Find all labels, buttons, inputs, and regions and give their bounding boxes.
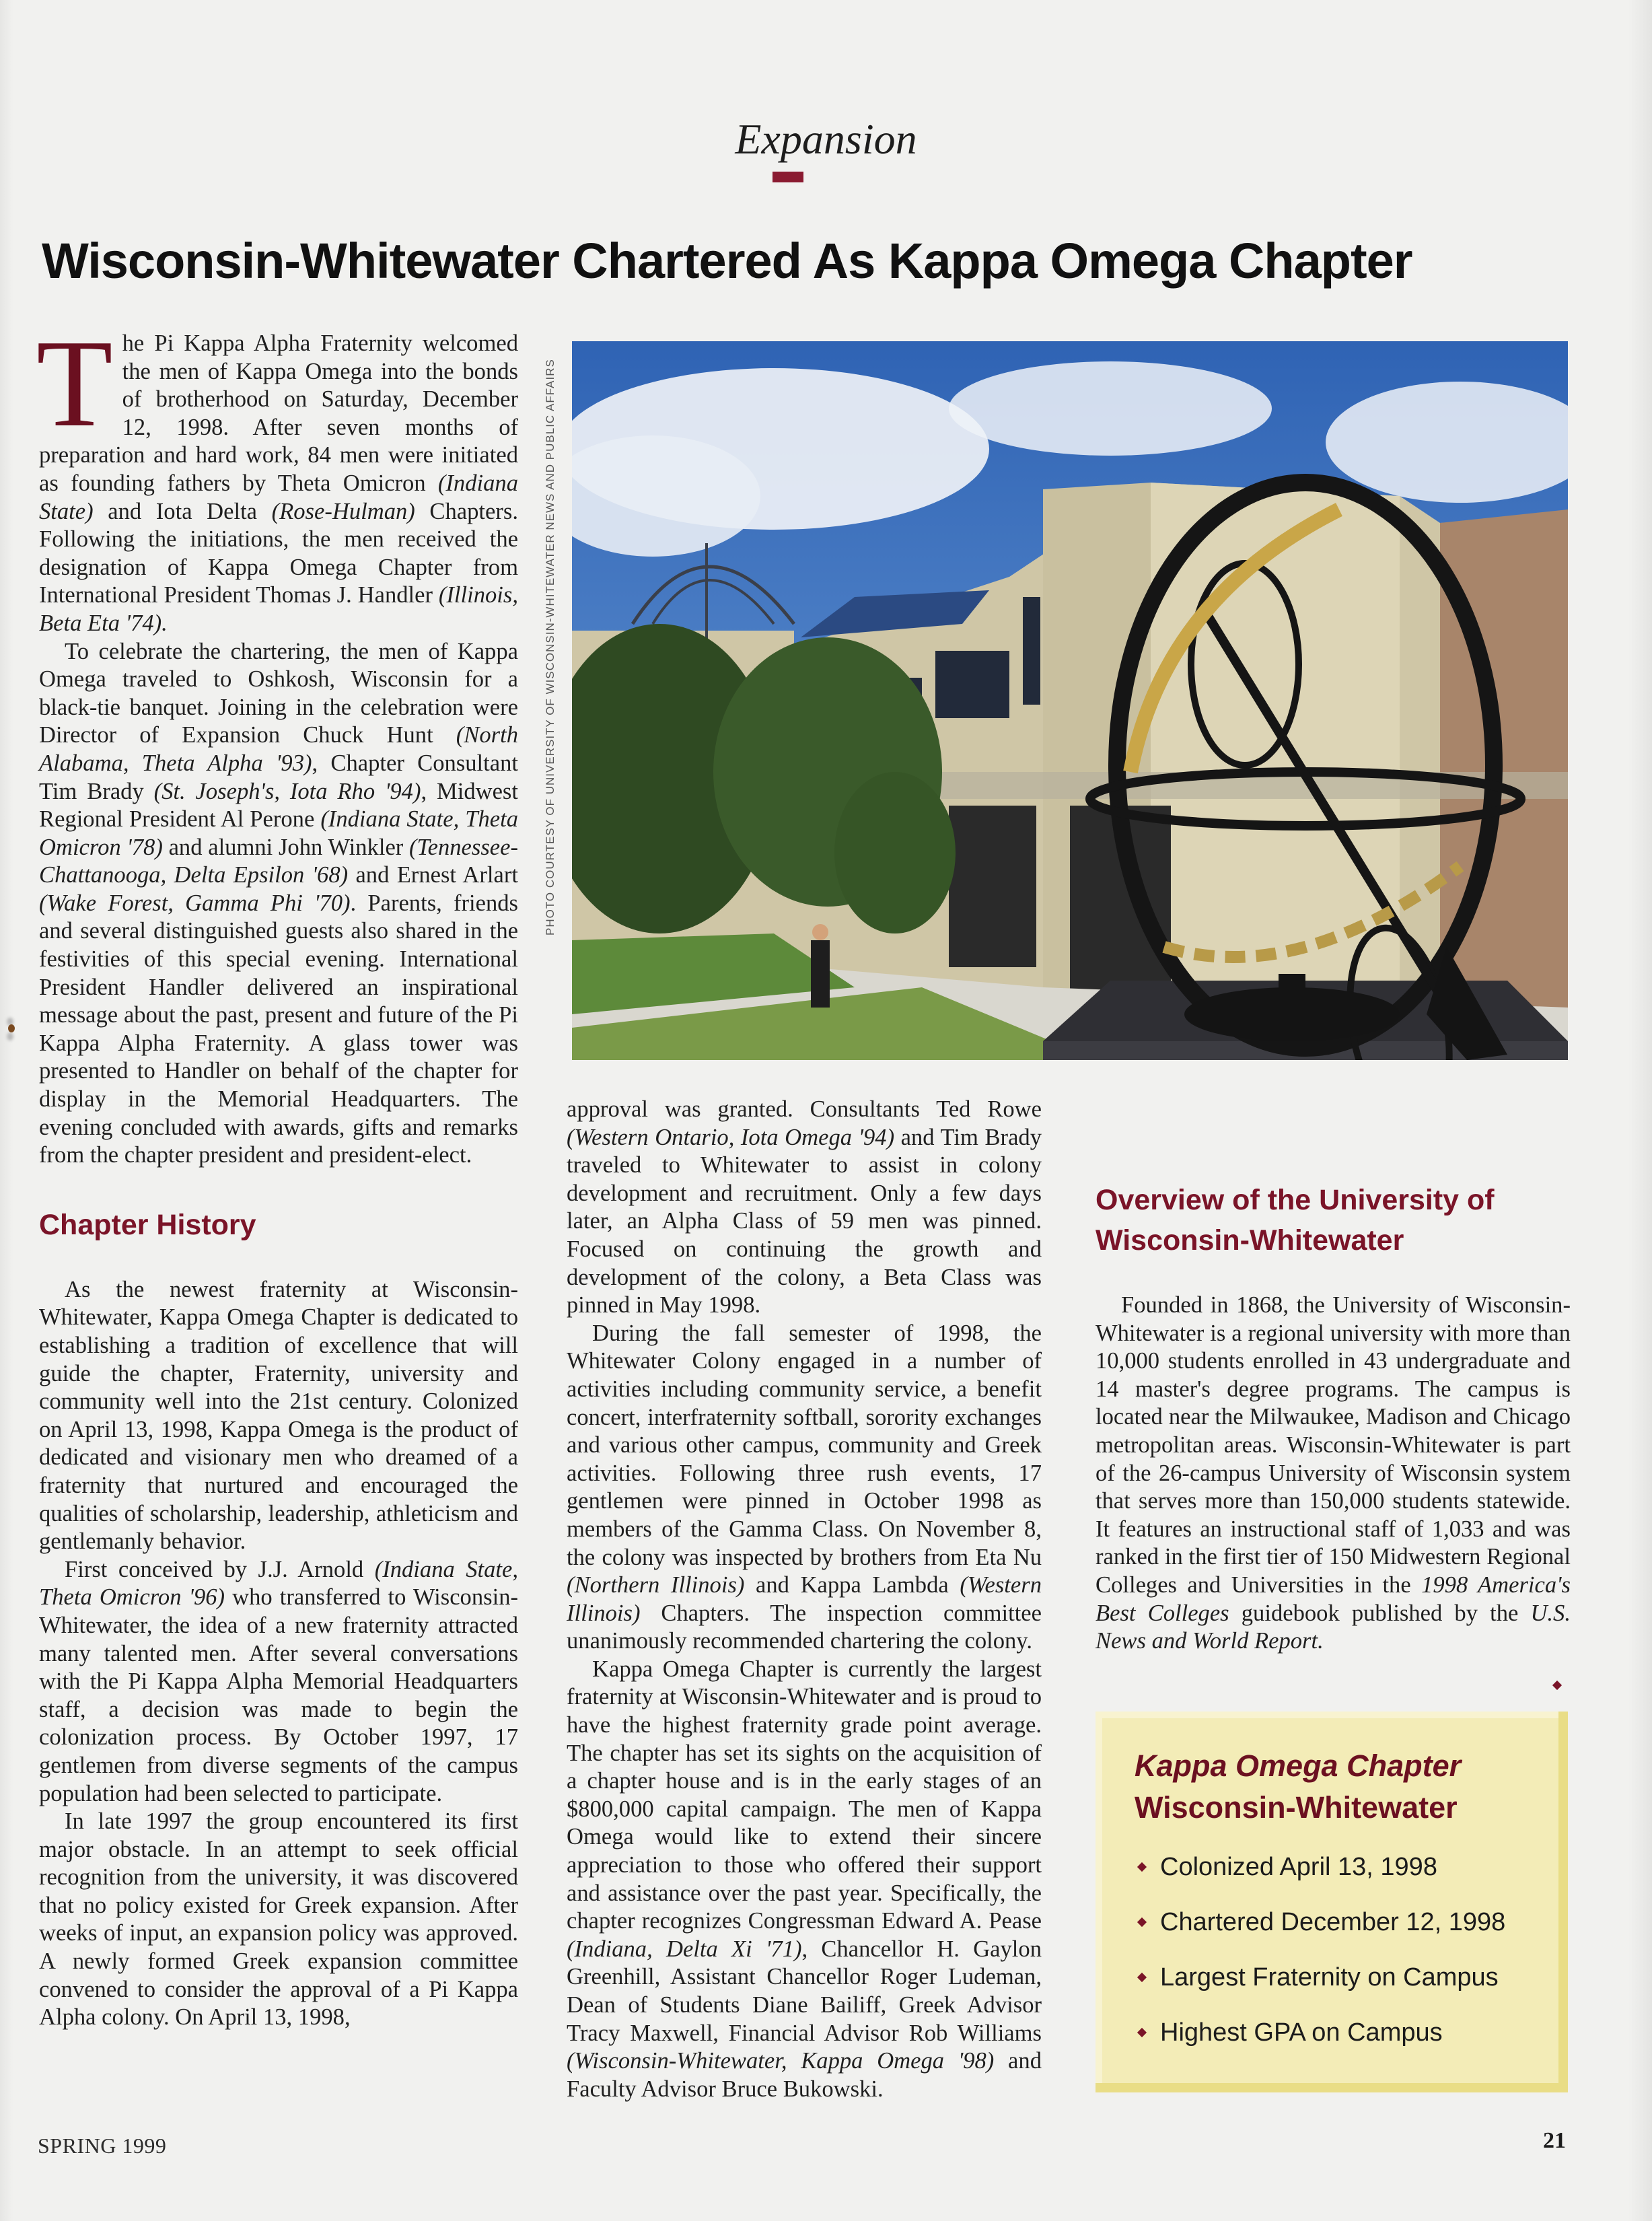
footer-issue: SPRING 1999 [38, 2134, 167, 2158]
armillary-sculpture-image [572, 341, 1568, 1060]
history-paragraph-1: As the newest fraternity at Wisconsin-Whitewater, Kappa Omega Chapter is dedicated to establishing a tradition of excellence that will guide the chapter, Fraternity, university and community well into the 21st century. Colonized on April 13, 1998, Kappa Omega is the product of dedicated and visionary men who dreamed of a fraternity that nurtured and encouraged the qualities of scholarship, leadership, athleticism and gentlemanly behavior. [39, 1276, 518, 1555]
history-paragraph-5: During the fall semester of 1998, the Whitewater Colony engaged in a number of activities including community service, a benefit concert, interfraternity softball, sorority exchanges and various other campus, community and Greek activities. Following three rush events, 17 gentlemen were pinned in October 1998 as members of the Gamma Class. On November 8, the colony was inspected by brothers from Eta Nu (Northern Illinois) and Kappa Lambda (Western Illinois) Chapters. The inspection committee unanimously recommended chartering the colony. [567, 1320, 1042, 1654]
overview-paragraph: Founded in 1868, the University of Wisconsin-Whitewater is a regional university with more than 10,000 students enrolled in 43 undergraduate and 14 master's degree programs. The campus is located near the Milwaukee, Madison and Chicago metropolitan areas. Wisconsin-Whitewater is part of the 26-campus University of Wisconsin system that serves more than 150,000 students statewide. It features an instructional staff of 1,033 and was ranked in the first tier of 150 Midwestern Regional Colleges and Universities in the 1998 America's Best Colleges guidebook published by the U.S. News and World Report. [1096, 1292, 1571, 1654]
heading-university-overview: Overview of the University of Wisconsin-Whitewater [1096, 1184, 1495, 1257]
column-middle [567, 1096, 1042, 2103]
column-right [1096, 1096, 1571, 1656]
diamond-bullet-icon [1137, 2028, 1147, 2037]
facts-box-title: Kappa Omega Chapter Wisconsin-Whitewater [1135, 1749, 1462, 1825]
drop-cap: T [36, 314, 113, 453]
history-paragraph-4: approval was granted. Consultants Ted Rowe (Western Ontario, Iota Omega '94) and Tim Brady traveled to Whitewater to assist in colony development and recruitment. Only a few days later, an Alpha Class of 59 men was pinned. Focused on continuing the growth and development of the colony, a Beta Class was pinned in May 1998. [567, 1096, 1042, 1318]
diamond-bullet-icon [1137, 1862, 1147, 1872]
article-title: Wisconsin-Whitewater Chartered As Kappa Omega Chapter [42, 233, 1412, 289]
fact-item: Chartered December 12, 1998 [1135, 1895, 1505, 1950]
fact-item: Colonized April 13, 1998 [1135, 1839, 1505, 1895]
fact-item: Largest Fraternity on Campus [1135, 1950, 1505, 2005]
diamond-bullet-icon [1137, 1917, 1147, 1927]
campus-photo [572, 341, 1568, 1060]
fact-item: Highest GPA on Campus [1135, 2005, 1505, 2060]
column-left [36, 314, 519, 2032]
history-paragraph-3: In late 1997 the group encountered its first major obstacle. In an attempt to seek official recognition from the university, it was discovered that no policy existed for Greek expansion. After weeks of input, an expansion policy was approved. A newly formed Greek expansion committee convened to consider the approval of a Pi Kappa Alpha colony. On April 13, 1998, [39, 1808, 518, 2031]
intro-paragraph-1: The Pi Kappa Alpha Fraternity welcomed the men of Kappa Omega into the bonds of brotherhood on Saturday, December 12, 1998. After seven months of preparation and hard work, 84 men were initiated as founding fathers by Theta Omicron (Indiana State) and Iota Delta (Rose-Hulman) Chapters. Following the initiations, the men received the designation of Kappa Omega Chapter from International President Thomas J. Handler (Illinois, Beta Eta '74). [36, 314, 518, 636]
section-accent-rule [773, 172, 803, 182]
margin-scan-mark [8, 1024, 15, 1032]
diamond-bullet-icon [1137, 1973, 1147, 1982]
page-number: 21 [1543, 2128, 1566, 2153]
section-label: Expansion [735, 115, 917, 163]
heading-chapter-history: Chapter History [39, 1208, 256, 1241]
history-paragraph-2: First conceived by J.J. Arnold (Indiana State, Theta Omicron '96) who transferred to Wisconsin-Whitewater, the idea of a new fraternity attracted many talented men. After several conversations with the Pi Kappa Alpha Memorial Headquarters staff, a decision was made to begin the colonization process. By October 1997, 17 gentlemen from diverse segments of the campus population had been selected to participate. [39, 1556, 519, 1806]
chapter-facts-box [1096, 1712, 1568, 2092]
photo-credit: PHOTO COURTESY OF UNIVERSITY OF WISCONSIN-WHITEWATER NEWS AND PUBLIC AFFAIRS [544, 359, 556, 936]
facts-list [1135, 1839, 1505, 2060]
intro-paragraph-2: To celebrate the chartering, the men of Kappa Omega traveled to Oshkosh, Wisconsin for a black-tie banquet. Joining in the celebration were Director of Expansion Chuck Hunt (North Alabama, Theta Alpha '93), Chapter Consultant Tim Brady (St. Joseph's, Iota Rho '94), Midwest Regional President Al Perone (Indiana State, Theta Omicron '78) and alumni John Winkler (Tennessee-Chattanooga, Delta Epsilon '68) and Ernest Arlart (Wake Forest, Gamma Phi '70). Parents, friends and several distinguished guests also shared in the festivities of this special evening. International President Handler delivered an inspirational message about the past, present and future of the Pi Kappa Alpha Fraternity. A glass tower was presented to Handler on behalf of the chapter for display in the Memorial Headquarters. The evening concluded with awards, gifts and remarks from the chapter president and president-elect. [39, 638, 519, 1168]
history-paragraph-6: Kappa Omega Chapter is currently the largest fraternity at Wisconsin-Whitewater and is proud to have the highest fraternity grade point average. The chapter has set its sights on the acquisition of a chapter house and is in the early stages of an $800,000 capital campaign. The men of Kappa Omega would like to extend their sincere appreciation to those who offered their support and assistance over the past year. Specifically, the chapter recognizes Congressman Edward A. Pease (Indiana, Delta Xi '71), Chancellor H. Gaylon Greenhill, Assistant Chancellor Roger Ludeman, Dean of Students Diane Bailiff, Greek Advisor Tracy Maxwell, Financial Advisor Rob Williams (Wisconsin-Whitewater, Kappa Omega '98) and Faculty Advisor Bruce Bukowski. [567, 1656, 1042, 2102]
